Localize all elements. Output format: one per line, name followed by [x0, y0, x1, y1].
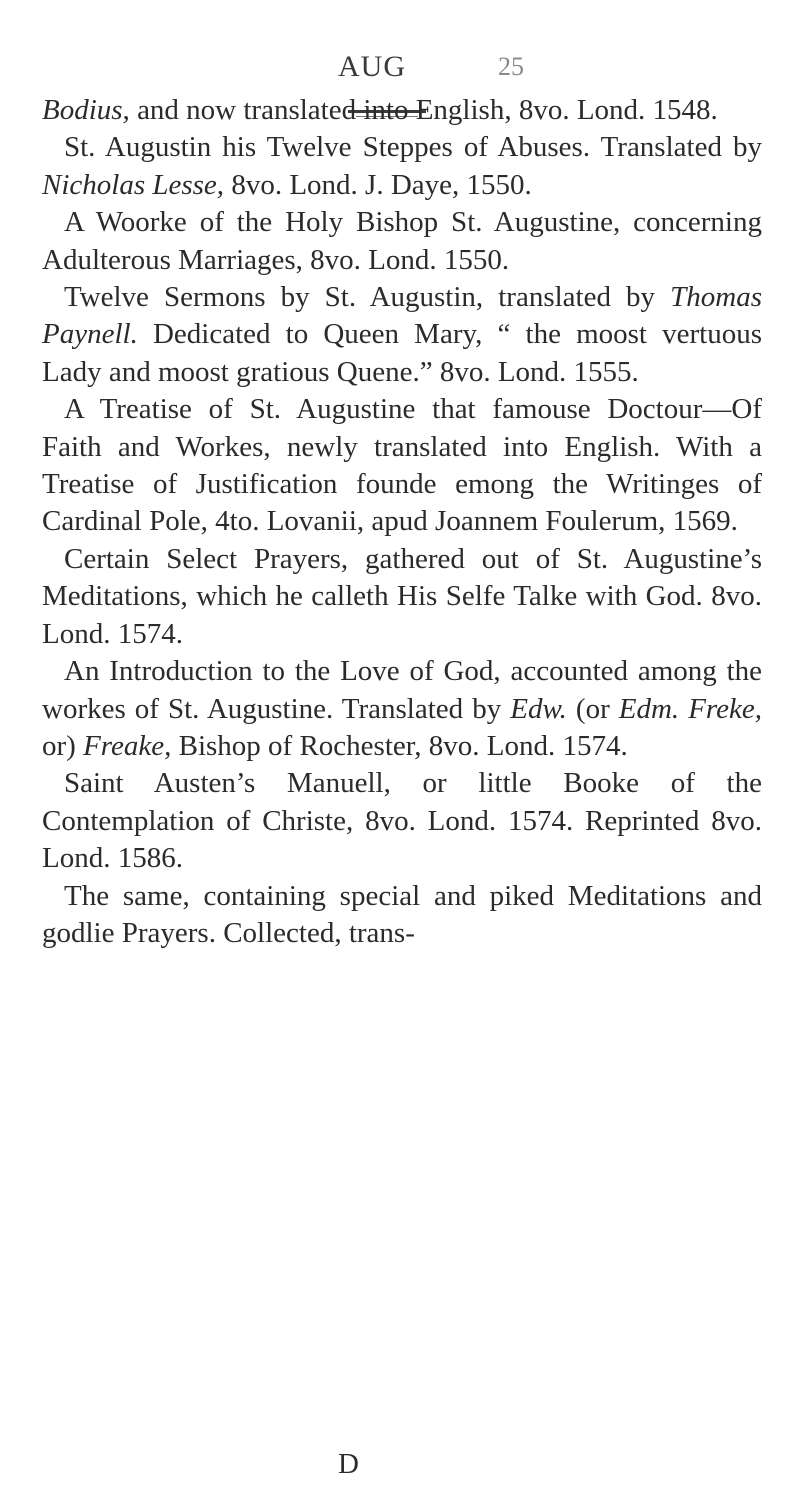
entry-segment: (or	[566, 692, 619, 725]
running-head-word: AUG	[338, 50, 406, 83]
entry-segment: Bodius,	[42, 94, 130, 126]
entry-segment: Bishop of Rochester, 8vo. Lond. 1574.	[171, 729, 628, 762]
entry-segment: Freake,	[83, 729, 172, 762]
running-head	[0, 28, 800, 88]
entry-segment: or)	[42, 729, 84, 762]
entry-twelve-sermons	[42, 279, 762, 391]
entry-bodius	[42, 92, 762, 129]
entry-woorke	[42, 204, 762, 279]
entry-segment: Certain Select Prayers, gathered out of St. Augustine’s Meditations, which he calleth His Selfe Talke with God. 8vo. Lond. 1574.	[42, 542, 762, 650]
entry-segment: A Treatise of St. Augustine that famouse Doctour—Of Faith and Workes, newly translated into English. With a Treatise of Justification founde emong the Writinges of Cardinal Pole, 4to. Lovanii, apud Joannem Foulerum, 1569.	[42, 393, 762, 538]
entry-manuell	[42, 765, 762, 877]
entry-segment: A Woorke of the Holy Bishop St. Augustine, concerning Adulterous Marriages, 8vo. Lond. 1550.	[42, 206, 762, 276]
signature-mark: D	[338, 1448, 359, 1480]
entry-twelve-steppes	[42, 129, 762, 204]
entry-segment: The same, containing special and piked Meditations and godlie Prayers. Collected, trans-	[42, 879, 762, 949]
entry-segment: Nicholas Lesse,	[42, 168, 225, 201]
entry-segment: and now translated into English, 8vo. Lond. 1548.	[129, 94, 718, 126]
page-number: 25	[498, 52, 524, 81]
entry-segment: Twelve Sermons by St. Augustin, translated by	[64, 281, 671, 314]
entry-segment: St. Augustin his Twelve Steppes of Abuses. Translated by	[64, 131, 762, 164]
entry-segment: 8vo. Lond. J. Daye, 1550.	[224, 168, 532, 201]
entry-same	[42, 878, 762, 953]
entry-segment: Edm. Freke,	[618, 692, 762, 725]
entry-treatise	[42, 391, 762, 541]
bibliography-text	[42, 92, 762, 952]
entry-segment: An Introduction to the Love of God, accounted among the workes of St. Augustine. Translated by	[42, 655, 762, 725]
entry-segment: Dedicated to Queen Mary, “ the moost vertuous Lady and moost gratious Quene.” 8vo. Lond. 1555.	[42, 318, 762, 388]
entry-segment: Saint Austen’s Manuell, or little Booke of the Contemplation of Christe, 8vo. Lond. 1574. Reprinted 8vo. Lond. 1586.	[42, 767, 762, 875]
entry-segment: Edw.	[510, 692, 567, 725]
entry-introduction	[42, 653, 762, 765]
entry-segment: Thomas Paynell.	[42, 281, 762, 351]
entry-prayers	[42, 541, 762, 653]
